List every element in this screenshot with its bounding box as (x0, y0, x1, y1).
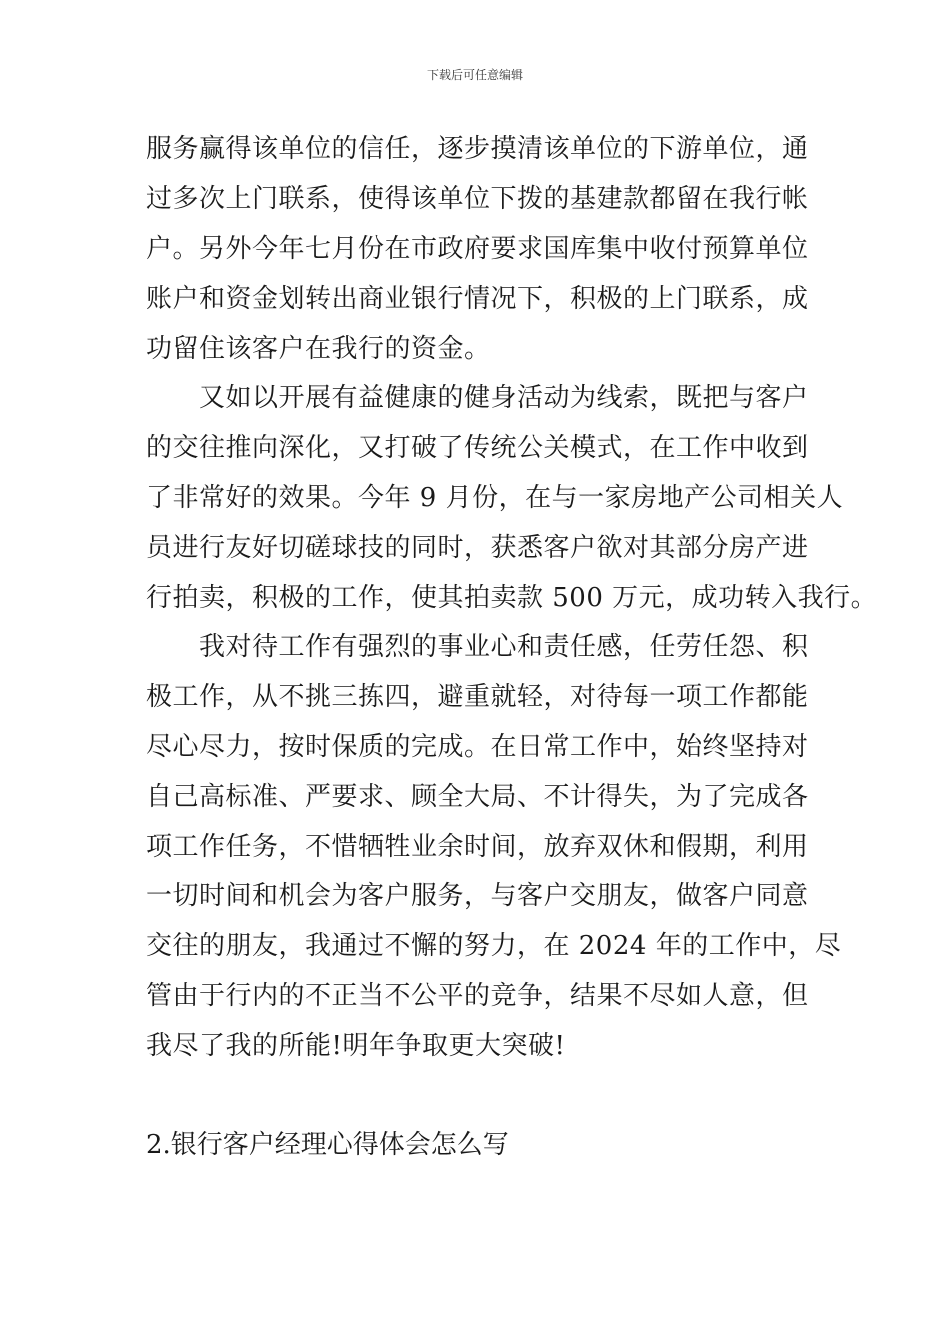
body-line: 了非常好的效果。今年 9 月份，在与一家房地产公司相关人 (146, 483, 844, 513)
body-line: 尽心尽力，按时保质的完成。在日常工作中，始终坚持对 (146, 732, 809, 762)
body-line: 我对待工作有强烈的事业心和责任感，任劳任怨、积 (146, 632, 809, 662)
body-line: 过多次上门联系，使得该单位下拨的基建款都留在我行帐 (146, 184, 809, 214)
body-line: 行拍卖，积极的工作，使其拍卖款 500 万元，成功转入我行。 (146, 583, 878, 613)
body-line: 自己高标准、严要求、顾全大局、不计得失，为了完成各 (146, 782, 809, 812)
body-line: 员进行友好切磋球技的同时，获悉客户欲对其部分房产进 (146, 533, 809, 563)
body-line: 我尽了我的所能!明年争取更大突破! (146, 1031, 566, 1061)
page-header-note: 下载后可任意编辑 (426, 68, 523, 82)
body-line: 交往的朋友，我通过不懈的努力，在 2024 年的工作中，尽 (146, 931, 842, 961)
body-line: 户。另外今年七月份在市政府要求国库集中收付预算单位 (146, 234, 809, 264)
body-line: 极工作，从不挑三拣四，避重就轻，对待每一项工作都能 (146, 682, 809, 712)
body-line: 服务赢得该单位的信任，逐步摸清该单位的下游单位，通 (146, 134, 809, 164)
body-line: 功留住该客户在我行的资金。 (146, 334, 491, 364)
body-line: 的交往推向深化，又打破了传统公关模式，在工作中收到 (146, 433, 809, 463)
body-line: 项工作任务，不惜牺牲业余时间，放弃双休和假期，利用 (146, 832, 809, 862)
body-line: 一切时间和机会为客户服务，与客户交朋友，做客户同意 (146, 881, 809, 911)
body-line: 账户和资金划转出商业银行情况下，积极的上门联系，成 (146, 284, 809, 314)
body-line: 管由于行内的不正当不公平的竞争，结果不尽如人意，但 (146, 981, 809, 1011)
section-heading: 2.银行客户经理心得体会怎么写 (146, 1130, 509, 1160)
body-line: 又如以开展有益健康的健身活动为线索，既把与客户 (146, 383, 809, 413)
